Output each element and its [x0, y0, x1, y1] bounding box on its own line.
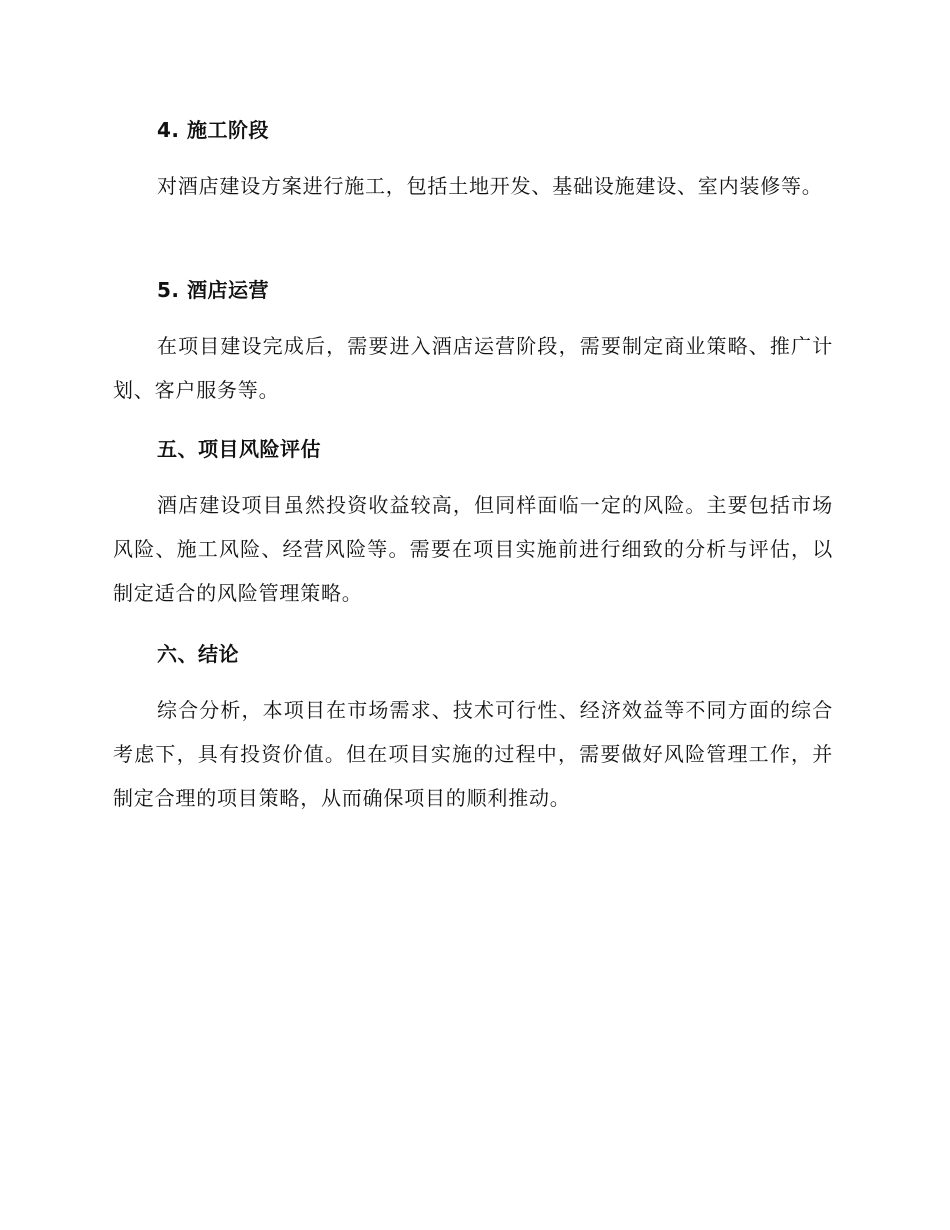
section-heading-risk: 五、项目风险评估 [157, 437, 321, 461]
section-heading-operation: 5. 酒店运营 [157, 278, 269, 302]
section-heading-construction: 4. 施工阶段 [157, 118, 269, 142]
section-paragraph-risk: 酒店建设项目虽然投资收益较高，但同样面临一定的风险。主要包括市场风险、施工风险、经营风险等。需要在项目实施前进行细致的分析与评估，以制定适合的风险管理策略。 [113, 493, 833, 605]
section-paragraph-conclusion: 综合分析，本项目在市场需求、技术可行性、经济效益等不同方面的综合考虑下，具有投资价值。但在项目实施的过程中，需要做好风险管理工作，并制定合理的项目策略，从而确保项目的顺利推动。 [113, 698, 833, 810]
section-paragraph-construction: 对酒店建设方案进行施工，包括土地开发、基础设施建设、室内装修等。 [157, 174, 823, 198]
section-heading-conclusion: 六、结论 [157, 642, 239, 666]
section-paragraph-operation: 在项目建设完成后，需要进入酒店运营阶段，需要制定商业策略、推广计划、客户服务等。 [113, 334, 833, 402]
